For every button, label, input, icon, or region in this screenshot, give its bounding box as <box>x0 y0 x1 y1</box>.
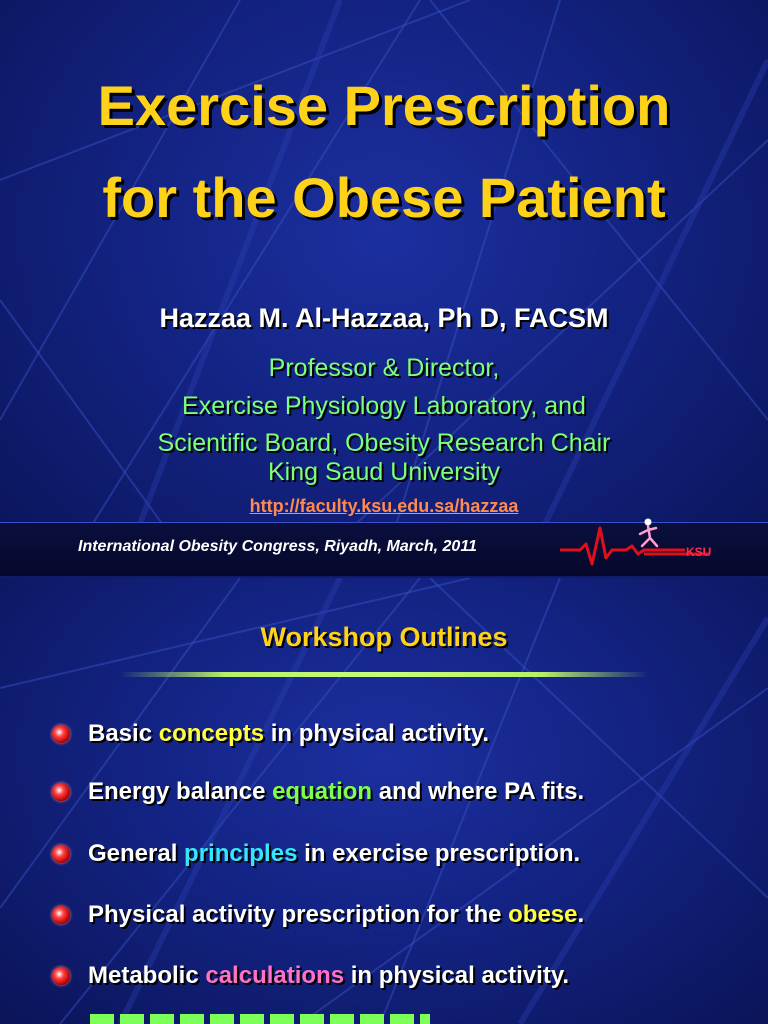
bullet-text: Energy balance equation and where PA fits. <box>88 778 585 805</box>
ekg-runner-icon <box>560 514 720 574</box>
list-item <box>52 717 489 751</box>
list-item <box>52 837 580 871</box>
list-item <box>52 775 584 809</box>
affiliation-line: King Saud University <box>267 458 501 486</box>
red-orb-bullet-icon <box>52 783 70 801</box>
outline-heading: Workshop Outlines <box>260 622 508 652</box>
affiliation-line: Professor & Director, <box>268 354 500 382</box>
bullet-text: Metabolic calculations in physical activity. <box>88 962 570 989</box>
faculty-url-link[interactable]: http://faculty.ksu.edu.sa/hazzaa <box>249 496 519 516</box>
title-line-2: for the Obese Patient <box>102 166 666 229</box>
cut-off-next-item <box>90 1014 430 1024</box>
list-item <box>52 959 569 993</box>
affiliation-line: Exercise Physiology Laboratory, and <box>182 392 586 420</box>
red-orb-bullet-icon <box>52 967 70 985</box>
bullet-text: Physical activity prescription for the obese. <box>88 901 585 928</box>
outline-slide <box>0 578 768 1024</box>
list-item <box>52 898 584 932</box>
ksu-logo-text: KSU <box>686 545 712 559</box>
conference-caption: International Obesity Congress, Riyadh, March, 2011 <box>78 538 477 555</box>
red-orb-bullet-icon <box>52 906 70 924</box>
bullet-text: Basic concepts in physical activity. <box>88 720 490 747</box>
author-name: Hazzaa M. Al-Hazzaa, Ph D, FACSM <box>159 303 609 333</box>
affiliation-line: Scientific Board, Obesity Research Chair <box>157 429 611 457</box>
bullet-text: General principles in exercise prescription. <box>88 840 581 867</box>
heading-divider <box>120 672 648 677</box>
title-line-1: Exercise Prescription <box>97 74 671 137</box>
red-orb-bullet-icon <box>52 845 70 863</box>
red-orb-bullet-icon <box>52 725 70 743</box>
